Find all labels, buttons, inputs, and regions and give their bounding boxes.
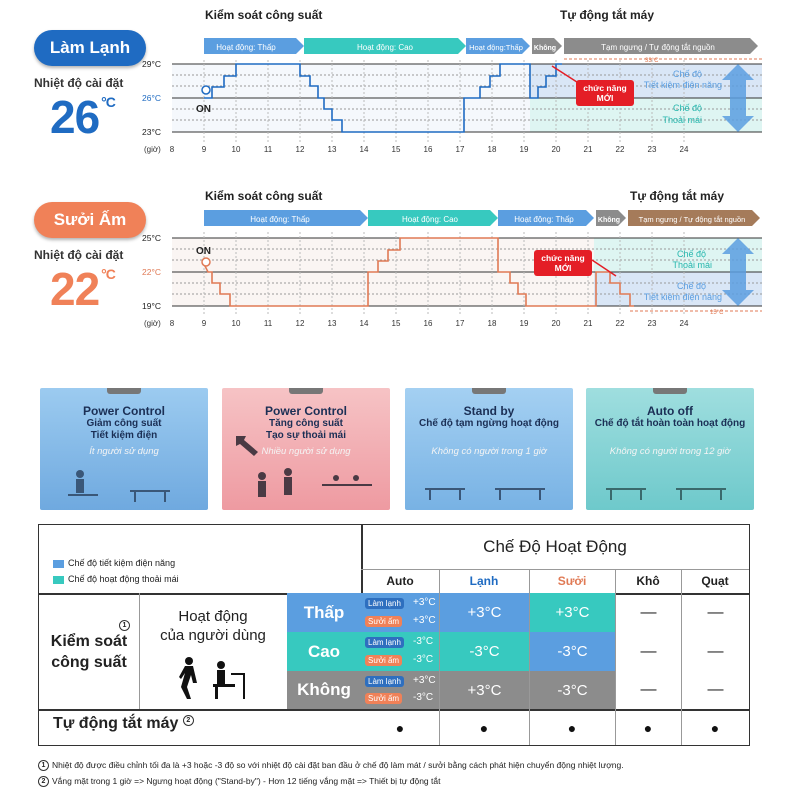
footnote-2: 2 Vắng mặt trong 1 giờ => Ngưng hoạt động ("Stand-by") - Hơn 12 tiếng vắng mặt => Thiết bị tự động tắt [38, 776, 440, 787]
svg-text:12: 12 [295, 145, 305, 154]
svg-text:16: 16 [423, 319, 433, 328]
dry-none-value: — [640, 681, 657, 698]
heat-x-unit: (giờ) [144, 319, 161, 328]
svg-text:14: 14 [359, 145, 369, 154]
fan-none-value: — [707, 681, 724, 698]
heat-on-marker [202, 258, 210, 266]
svg-text:23: 23 [647, 319, 657, 328]
panel-power-control-low [40, 388, 208, 510]
cool-ref-label: 33°C [645, 58, 659, 64]
auto-high: Làm lạnh -3°C Sưởi ấm -3°C [361, 632, 439, 671]
heat-auto-off-title: Tự động tắt máy [630, 189, 725, 203]
heat-none-value: -3°C [530, 671, 615, 709]
cool-y-label-set: 26°C [142, 93, 161, 103]
panel-sub2: Tạo sự thoải mái [265, 430, 347, 441]
auto-off-cool: ● [479, 720, 489, 736]
ceiling-unit-icon [289, 388, 323, 394]
cool-auto-off-title: Tự động tắt máy [560, 8, 655, 22]
heat-power-control-title: Kiểm soát công suất [205, 189, 323, 203]
heat-badge-line2: MỚI [554, 263, 572, 273]
heat-x-ticks [170, 319, 689, 328]
cool-chart [140, 30, 770, 160]
ceiling-unit-icon [107, 388, 141, 394]
col-auto: Auto [386, 574, 414, 588]
auto-off-auto: ● [395, 720, 405, 736]
svg-text:8: 8 [169, 145, 175, 154]
panel-standby [405, 388, 573, 510]
dry-high-value: — [640, 642, 657, 660]
col-cool: Lạnh [469, 574, 499, 588]
heat-ref-label: 15°C [710, 310, 724, 316]
heat-high-value: -3°C [530, 632, 615, 671]
cool-zone-top-2: Tiết kiệm điện năng [643, 80, 722, 90]
heat-bar-off-label: Tạm ngưng / Tự động tắt nguồn [638, 215, 746, 224]
cool-y-label-high: 29°C [142, 59, 161, 69]
cool-bar-off-label: Tạm ngưng / Tự động tắt nguồn [601, 43, 715, 52]
svg-text:24: 24 [679, 319, 689, 328]
svg-text:9: 9 [201, 319, 207, 328]
cool-zone-comfort [530, 98, 762, 132]
cool-low-value: +3°C [440, 593, 529, 632]
empty-office-icon [425, 484, 555, 504]
svg-text:10: 10 [231, 145, 241, 154]
note-2-icon: 2 [183, 715, 194, 726]
col-fan: Quạt [701, 574, 729, 588]
panel-note: Không có người trong 1 giờ [431, 446, 547, 457]
panel-sub1: Giảm công suất [86, 418, 162, 429]
heat-zone-top-2: Thoải mái [672, 260, 712, 270]
heat-low-value: +3°C [530, 593, 615, 632]
cool-phase-bars [204, 38, 758, 54]
heat-zone-bot-1: Chế độ [676, 281, 706, 291]
heat-badge-line1: chức năng [541, 253, 585, 263]
svg-text:18: 18 [487, 145, 497, 154]
dry-low-value: — [640, 603, 657, 621]
panel-sub1: Chế độ tắt hoàn toàn hoạt động [594, 418, 746, 429]
cool-badge-line1: chức năng [583, 83, 627, 93]
cool-on-label: ON [196, 104, 211, 115]
svg-text:21: 21 [583, 319, 593, 328]
auto-low: Làm lạnh +3°C Sưởi ấm +3°C [361, 593, 439, 632]
auto-off-label: Tự động tắt máy 2 [53, 715, 197, 733]
note-1-icon: 1 [119, 617, 133, 635]
svg-text:18: 18 [487, 319, 497, 328]
heat-zone-top-1: Chế độ [676, 249, 706, 259]
auto-off-fan: ● [710, 720, 720, 736]
cool-set-label: Nhiệt độ cài đặt [34, 76, 124, 90]
panel-sub1: Chế độ tạm ngừng hoạt động [419, 418, 559, 429]
ceiling-unit-icon [653, 388, 687, 394]
empty-office-icon [606, 484, 736, 504]
ceiling-unit-icon [472, 388, 506, 394]
svg-text:13: 13 [327, 145, 337, 154]
svg-text:13: 13 [327, 319, 337, 328]
svg-text:11: 11 [263, 145, 273, 154]
cool-y-label-low: 23°C [142, 127, 161, 137]
cool-high-value: -3°C [440, 632, 529, 671]
panel-note: Nhiều người sử dụng [261, 446, 351, 457]
svg-text:10: 10 [231, 319, 241, 328]
svg-text:8: 8 [169, 319, 175, 328]
svg-text:23: 23 [647, 145, 657, 154]
cool-badge-line2: MỚI [596, 93, 614, 103]
heat-mode-pill: Sưởi Ấm [34, 202, 146, 238]
heat-zone-bot-2: Tiết kiệm điện năng [643, 292, 722, 302]
row-label-power-control: Kiểm soát công suất [50, 633, 128, 671]
cool-bar-low2-label: Hoạt động:Thấp [469, 43, 523, 52]
table-header: Chế Độ Hoạt Động [483, 537, 627, 556]
office-people-icon [60, 468, 190, 504]
panel-note: Ít người sử dụng [89, 446, 159, 457]
svg-text:19: 19 [519, 145, 529, 154]
auto-off-dry: ● [643, 720, 653, 736]
svg-text:24: 24 [679, 145, 689, 154]
panel-sub1: Tăng công suất [269, 418, 343, 429]
svg-text:11: 11 [263, 319, 273, 328]
svg-text:12: 12 [295, 319, 305, 328]
footnote-1: 1 Nhiệt độ được điều chỉnh tối đa là +3 hoặc -3 độ so với nhiệt độ cài đặt ban đầu ở chế độ làm mát / sưởi bằng cách phát hiện chuyển động nhiệt lượng. [38, 760, 624, 771]
legend-saving: Chế độ tiết kiệm điện năng [53, 558, 175, 568]
legend-comfort: Chế độ hoạt động thoải mái [53, 574, 179, 584]
cool-on-marker [202, 86, 210, 94]
auto-off-heat: ● [567, 720, 577, 736]
cool-bar-low-label: Hoạt động: Thấp [216, 43, 276, 52]
mode-table [38, 524, 750, 746]
cool-power-control-title: Kiểm soát công suất [205, 8, 323, 22]
heat-y-label-low: 19°C [142, 301, 161, 311]
svg-text:20: 20 [551, 319, 561, 328]
cool-none-value: +3°C [440, 671, 529, 709]
heat-chart [140, 204, 770, 334]
cool-set-temp: 26 $^{^\circ C}$ [50, 91, 115, 143]
heat-bar-low-label: Hoạt động: Thấp [250, 215, 310, 224]
panel-auto-off [586, 388, 754, 510]
svg-text:15: 15 [391, 145, 401, 154]
heat-set-label: Nhiệt độ cài đặt [34, 248, 124, 262]
cool-zone-top-1: Chế độ [672, 69, 702, 79]
svg-text:9: 9 [201, 145, 207, 154]
auto-none: Làm lạnh +3°C Sưởi ấm -3°C [361, 671, 439, 709]
svg-text:19: 19 [519, 319, 529, 328]
level-low: Thấp [287, 593, 361, 632]
panel-title: Stand by [463, 404, 515, 418]
busy-office-icon [232, 432, 382, 506]
col-dry: Khô [636, 574, 660, 588]
level-none: Không [287, 671, 361, 709]
cool-x-ticks [170, 145, 689, 154]
cool-zone-bot-1: Chế độ [672, 103, 702, 113]
svg-text:16: 16 [423, 145, 433, 154]
panel-sub2: Tiết kiệm điện [90, 430, 158, 441]
cool-mode-pill: Làm Lạnh [34, 30, 146, 66]
cool-x-unit: (giờ) [144, 145, 161, 154]
panel-note: Không có người trong 12 giờ [609, 446, 731, 457]
panel-title: Auto off [647, 404, 693, 418]
heat-phase-bars [204, 210, 760, 226]
svg-text:17: 17 [455, 145, 465, 154]
heat-y-label-high: 25°C [142, 233, 161, 243]
svg-text:14: 14 [359, 319, 369, 328]
cool-bar-none-label: Không [533, 45, 557, 52]
heat-y-label-set: 22°C [142, 267, 161, 277]
svg-text:17: 17 [455, 319, 465, 328]
svg-text:15: 15 [391, 319, 401, 328]
activity-label: Hoạt động của người dùng [160, 608, 266, 644]
heat-bar-low2-label: Hoạt động: Thấp [514, 215, 574, 224]
heat-on-label: ON [196, 246, 211, 257]
svg-text:22: 22 [615, 145, 625, 154]
fan-low-value: — [707, 603, 724, 621]
level-high: Cao [287, 632, 361, 671]
heat-bar-high-label: Hoạt động: Cao [401, 215, 459, 224]
heat-bar-none-label: Không [597, 217, 621, 224]
person-activity-icon [175, 653, 255, 703]
panel-title: Power Control [264, 404, 347, 418]
cool-zone-bot-2: Thoải mái [662, 115, 702, 125]
cool-bar-high-label: Hoạt động: Cao [356, 43, 414, 52]
svg-text:22: 22 [615, 319, 625, 328]
fan-high-value: — [707, 642, 724, 660]
col-heat: Sưởi [557, 574, 587, 588]
panel-power-control-high [222, 388, 390, 510]
svg-text:20: 20 [551, 145, 561, 154]
panel-title: Power Control [82, 404, 165, 418]
svg-text:21: 21 [583, 145, 593, 154]
heat-set-temp: 22 $^{^\circ C}$ [50, 263, 115, 315]
